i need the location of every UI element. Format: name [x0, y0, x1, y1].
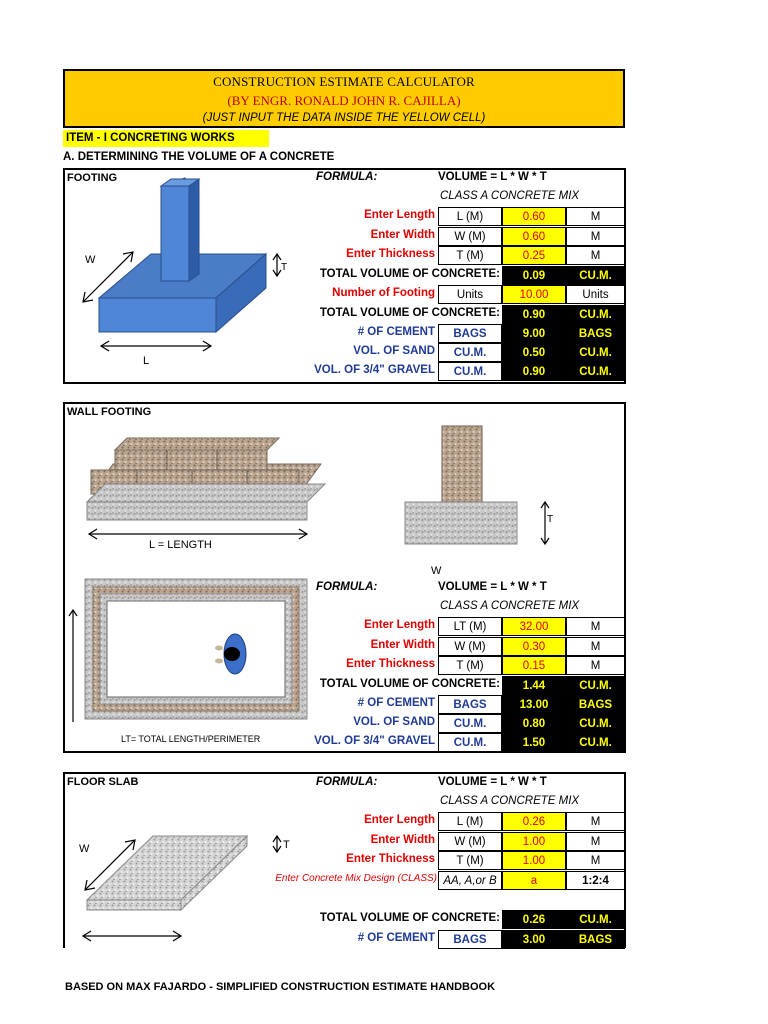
footing-cement-value: 9.00 — [502, 324, 566, 343]
floor-slab-box — [63, 772, 626, 948]
footing-gravel-unit: CU.M. — [566, 362, 625, 381]
footing-width-unit: M — [566, 227, 625, 246]
wall-total-label: TOTAL VOLUME OF CONCRETE: — [319, 678, 500, 690]
wall-perimeter-caption: LT= TOTAL LENGTH/PERIMETER — [121, 734, 261, 744]
slab-length-label: Enter Length — [364, 814, 435, 826]
slab-thickness-label: Enter Thickness — [346, 853, 435, 865]
slab-cement-unit: BAGS — [566, 930, 625, 949]
header-author: (BY ENGR. RONALD JOHN R. CAJILLA) — [227, 93, 461, 108]
footing-length-label: Enter Length — [364, 209, 435, 221]
footer-reference: BASED ON MAX FAJARDO - SIMPLIFIED CONSTRUCTION ESTIMATE HANDBOOK — [65, 981, 496, 993]
wall-length-input[interactable]: 32.00 — [502, 617, 566, 636]
footing-number-label: Number of Footing — [332, 287, 435, 299]
footing-length-input[interactable]: 0.60 — [502, 207, 566, 226]
wall-t-caption: T — [547, 514, 554, 525]
slab-length-input[interactable]: 0.26 — [502, 812, 566, 831]
wall-width-unit-in: W (M) — [438, 637, 502, 656]
slab-thickness-unit-in: T (M) — [438, 851, 502, 870]
footing-cement-unit: BAGS — [566, 324, 625, 343]
footing-w-label: W — [85, 254, 96, 266]
wall-gravel-label: VOL. OF 3/4" GRAVEL — [314, 735, 435, 747]
slab-mix-ratio: 1:2:4 — [566, 871, 625, 890]
wall-sand-unit-in: CU.M. — [438, 714, 502, 733]
header-title: CONSTRUCTION ESTIMATE CALCULATOR — [213, 74, 475, 89]
footing-mix: CLASS A CONCRETE MIX — [440, 190, 580, 202]
wall-length-caption: L = LENGTH — [149, 539, 212, 551]
footing-gravel-label: VOL. OF 3/4" GRAVEL — [314, 364, 435, 376]
header-instruction: (JUST INPUT THE DATA INSIDE THE YELLOW CELL) — [202, 112, 486, 124]
footing-total1-value: 0.09 — [502, 266, 566, 285]
footing-sand-unit-in: CU.M. — [438, 343, 502, 362]
slab-total-label: TOTAL VOLUME OF CONCRETE: — [319, 912, 500, 924]
wall-thickness-unit: M — [566, 656, 625, 675]
footing-formula-label: FORMULA: — [316, 171, 378, 183]
footing-number-input[interactable]: 10.00 — [502, 285, 566, 304]
wall-width-label: Enter Width — [370, 639, 435, 651]
wall-gravel-value: 1.50 — [502, 733, 566, 752]
slab-width-unit-in: W (M) — [438, 832, 502, 851]
slab-formula-label: FORMULA: — [316, 776, 378, 788]
footing-width-label: Enter Width — [370, 229, 435, 241]
footing-formula: VOLUME = L * W * T — [438, 171, 547, 183]
wall-mix: CLASS A CONCRETE MIX — [440, 600, 580, 612]
wall-sand-value: 0.80 — [502, 714, 566, 733]
wall-cement-value: 13.00 — [502, 695, 566, 714]
wall-width-unit: M — [566, 637, 625, 656]
footing-sand-value: 0.50 — [502, 343, 566, 362]
wall-cement-unit-in: BAGS — [438, 695, 502, 714]
footing-total2-unit: CU.M. — [566, 305, 625, 324]
slab-mix-design-label: Enter Concrete Mix Design (CLASS) — [275, 873, 437, 884]
footing-sand-unit: CU.M. — [566, 343, 625, 362]
slab-length-unit: M — [566, 812, 625, 831]
wall-total-value: 1.44 — [502, 676, 566, 695]
footing-diagram — [71, 176, 311, 376]
slab-t-label: T — [283, 839, 290, 851]
slab-thickness-input[interactable]: 1.00 — [502, 851, 566, 870]
slab-w-label: W — [79, 843, 90, 855]
footing-thickness-unit: M — [566, 246, 625, 265]
slab-mix-design-options: AA, A,or B — [438, 871, 502, 890]
footing-sand-label: VOL. OF SAND — [353, 345, 435, 357]
footing-t-label: T — [281, 262, 288, 273]
footing-cement-unit-in: BAGS — [438, 324, 502, 343]
wall-gravel-unit: CU.M. — [566, 733, 625, 752]
footing-total2-value: 0.90 — [502, 305, 566, 324]
wall-formula: VOLUME = L * W * T — [438, 581, 547, 593]
wall-sand-label: VOL. OF SAND — [353, 716, 435, 728]
slab-cement-unit-in: BAGS — [438, 930, 502, 949]
footing-length-unit: M — [566, 207, 625, 226]
slab-width-input[interactable]: 1.00 — [502, 832, 566, 851]
wall-cement-label: # OF CEMENT — [357, 697, 435, 709]
slab-total-unit: CU.M. — [566, 910, 625, 929]
footing-title: FOOTING — [67, 172, 118, 184]
slab-formula: VOLUME = L * W * T — [438, 776, 547, 788]
slab-length-unit-in: L (M) — [438, 812, 502, 831]
slab-mix: CLASS A CONCRETE MIX — [440, 795, 580, 807]
floor-slab-title: FLOOR SLAB — [67, 776, 139, 788]
slab-width-label: Enter Width — [370, 834, 435, 846]
footing-l-label: L — [143, 355, 150, 367]
footing-thickness-unit-in: T (M) — [438, 246, 502, 265]
wall-footing-box — [63, 402, 626, 753]
footing-cement-label: # OF CEMENT — [357, 326, 435, 338]
footing-box — [63, 168, 626, 384]
slab-thickness-unit: M — [566, 851, 625, 870]
footing-thickness-label: Enter Thickness — [346, 248, 435, 260]
wall-thickness-unit-in: T (M) — [438, 656, 502, 675]
footing-thickness-input[interactable]: 0.25 — [502, 246, 566, 265]
wall-w-caption: W — [431, 565, 442, 577]
wall-cement-unit: BAGS — [566, 695, 625, 714]
footing-number-unit: Units — [566, 285, 625, 304]
slab-total-value: 0.26 — [502, 910, 566, 929]
calculator-header — [63, 69, 625, 128]
wall-total-unit: CU.M. — [566, 676, 625, 695]
footing-total1-label: TOTAL VOLUME OF CONCRETE: — [319, 268, 500, 280]
footing-total2-label: TOTAL VOLUME OF CONCRETE: — [319, 307, 500, 319]
slab-cement-value: 3.00 — [502, 930, 566, 949]
slab-cement-label: # OF CEMENT — [357, 932, 435, 944]
wall-length-label: Enter Length — [364, 619, 435, 631]
footing-total1-unit: CU.M. — [566, 266, 625, 285]
footing-gravel-value: 0.90 — [502, 362, 566, 381]
footing-gravel-unit-in: CU.M. — [438, 362, 502, 381]
item-label: ITEM - I CONCRETING WORKS — [63, 130, 269, 147]
wall-footing-title: WALL FOOTING — [67, 406, 152, 418]
wall-length-unit: M — [566, 617, 625, 636]
wall-thickness-input[interactable]: 0.15 — [502, 656, 566, 675]
section-a-title: A. DETERMINING THE VOLUME OF A CONCRETE — [63, 151, 335, 163]
wall-gravel-unit-in: CU.M. — [438, 733, 502, 752]
slab-mix-design-input[interactable]: a — [502, 871, 566, 890]
wall-sand-unit: CU.M. — [566, 714, 625, 733]
wall-formula-label: FORMULA: — [316, 581, 378, 593]
footing-width-input[interactable]: 0.60 — [502, 227, 566, 246]
footing-number-unit-in: Units — [438, 285, 502, 304]
wall-thickness-label: Enter Thickness — [346, 658, 435, 670]
footing-width-unit-in: W (M) — [438, 227, 502, 246]
wall-length-unit-in: LT (M) — [438, 617, 502, 636]
slab-width-unit: M — [566, 832, 625, 851]
wall-width-input[interactable]: 0.30 — [502, 637, 566, 656]
footing-length-unit-in: L (M) — [438, 207, 502, 226]
